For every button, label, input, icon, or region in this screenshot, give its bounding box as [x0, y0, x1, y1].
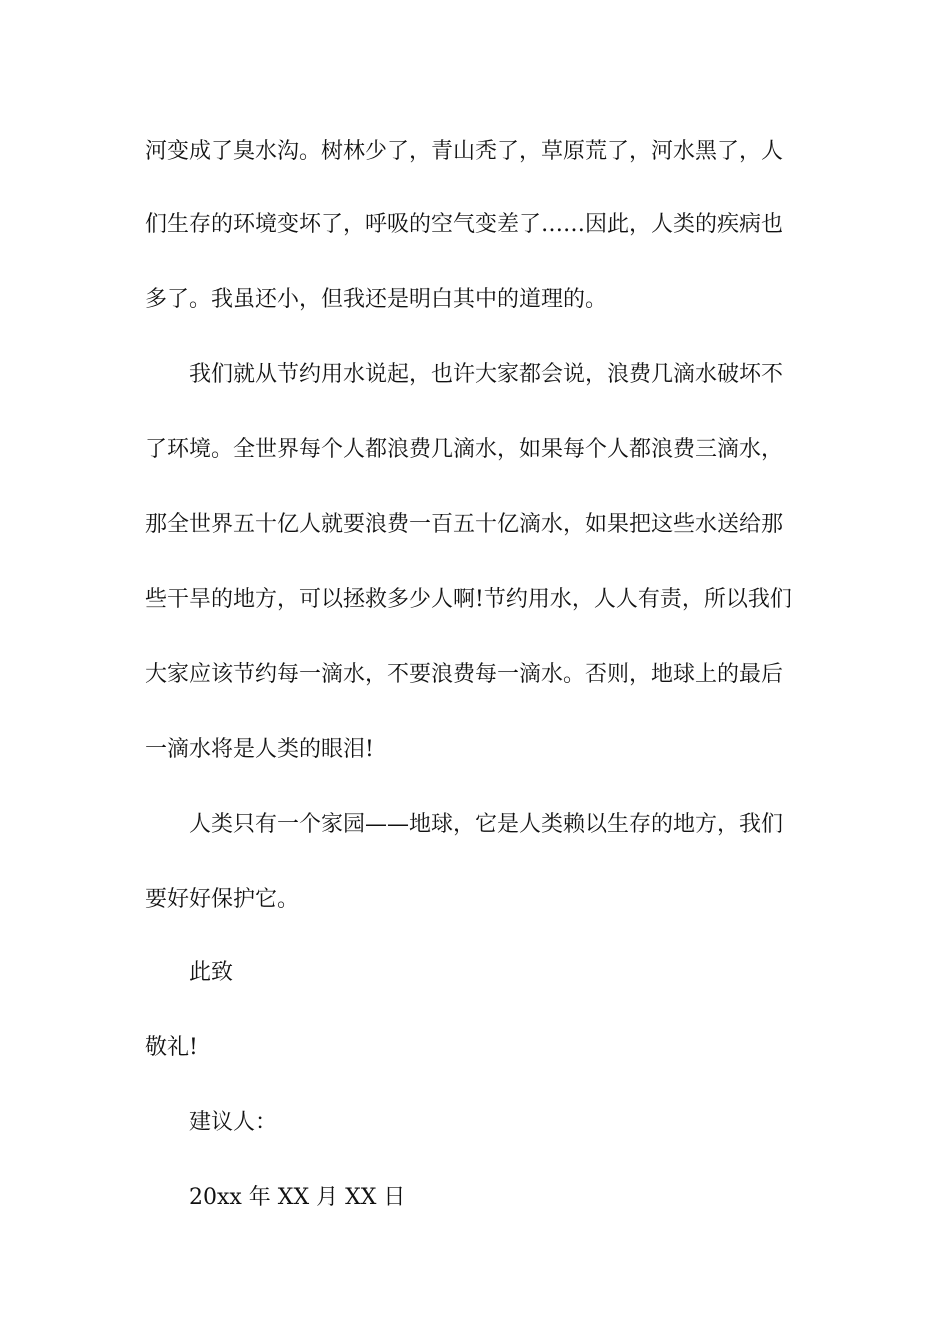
- paragraph-line-3: 多了。我虽还小，但我还是明白其中的道理的。: [145, 287, 608, 312]
- signature-label: 建议人：: [189, 1110, 278, 1135]
- paragraph-line-6: 那全世界五十亿人就要浪费一百五十亿滴水，如果把这些水送给那: [145, 512, 784, 537]
- closing-salutation: 此致: [189, 960, 234, 985]
- paragraph-line-2: 们生存的环境变坏了，呼吸的空气变差了……因此，人类的疾病也: [145, 212, 784, 237]
- paragraph-line-10: 人类只有一个家园——地球，它是人类赖以生存的地方，我们: [189, 812, 784, 837]
- paragraph-line-4: 我们就从节约用水说起，也许大家都会说，浪费几滴水破坏不: [189, 362, 784, 387]
- paragraph-line-7: 些干旱的地方，可以拯救多少人啊!节约用水，人人有责，所以我们: [145, 587, 792, 612]
- date-line: 20xx 年 XX 月 XX 日: [189, 1185, 406, 1210]
- closing-regards: 敬礼!: [145, 1035, 198, 1060]
- paragraph-line-11: 要好好保护它。: [145, 887, 300, 912]
- paragraph-line-9: 一滴水将是人类的眼泪!: [145, 737, 374, 762]
- paragraph-line-5: 了环境。全世界每个人都浪费几滴水，如果每个人都浪费三滴水，: [145, 437, 784, 462]
- paragraph-line-1: 河变成了臭水沟。树林少了，青山秃了，草原荒了，河水黑了，人: [145, 139, 784, 164]
- paragraph-line-8: 大家应该节约每一滴水，不要浪费每一滴水。否则，地球上的最后: [145, 662, 784, 687]
